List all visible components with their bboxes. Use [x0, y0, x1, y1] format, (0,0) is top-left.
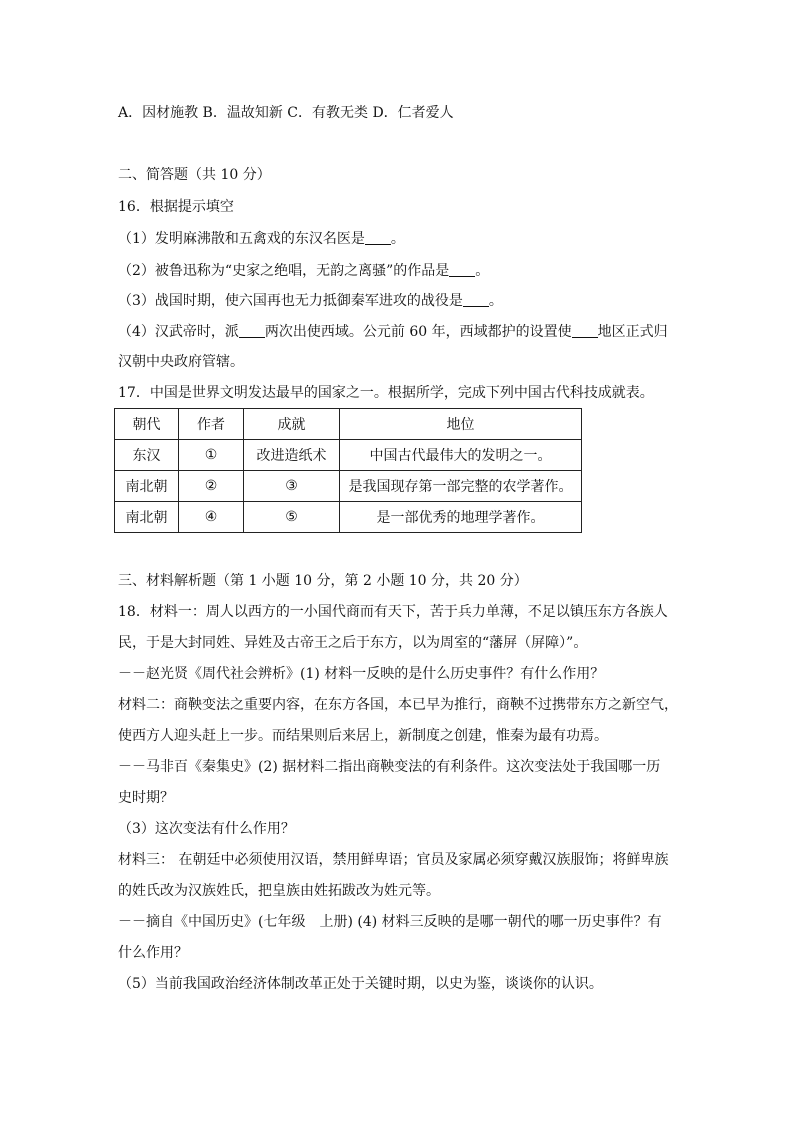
cell-achievement: ⑤ — [244, 502, 340, 533]
section2-heading: 二、简答题（共 10 分） — [118, 167, 271, 183]
cell-dynasty: 南北朝 — [115, 502, 179, 533]
q16-item-3-text: （3）战国时期，使六国再也无力抵御秦军进攻的战役是 — [118, 293, 463, 309]
q16-item-1-text: （1）发明麻沸散和五禽戏的东汉名医是 — [118, 231, 365, 247]
table-header-row — [115, 409, 582, 440]
q16-item-2-end: 。 — [475, 263, 490, 279]
cell-dynasty: 东汉 — [115, 440, 179, 471]
q15-options: A．因材施教 B．温故知新 C．有教无类 D．仁者爱人 — [118, 105, 454, 121]
q16-item-2-text: （2）被鲁迅称为“史家之绝唱，无韵之离骚”的作品是 — [118, 263, 450, 279]
cell-author: ① — [179, 440, 244, 471]
section3-line: －－赵光贤《周代社会辨析》(1) 材料一反映的是什么历史事件？有什么作用？ — [118, 666, 605, 682]
answer-blank — [239, 323, 265, 338]
header-achievement: 成就 — [244, 409, 340, 440]
table-row — [115, 502, 582, 533]
cell-author: ② — [179, 471, 244, 502]
cell-status: 是一部优秀的地理学著作。 — [340, 502, 582, 533]
q17-title: 17．中国是世界文明发达最早的国家之一。根据所学，完成下列中国古代科技成就表。 — [118, 385, 654, 401]
table-row — [115, 471, 582, 502]
section3-line: 的姓氏改为汉族姓氏，把皇族由姓拓跋改为姓元等。 — [118, 883, 440, 899]
section3-line: （5）当前我国政治经济体制改革正处于关键时期，以史为鉴，谈谈你的认识。 — [118, 976, 603, 992]
cell-achievement: 改进造纸术 — [244, 440, 340, 471]
answer-blank — [572, 323, 598, 338]
section3-line: 材料三： 在朝廷中必须使用汉语，禁用鲜卑语；官员及家属必须穿戴汉族服饰；将鲜卑族 — [118, 852, 669, 868]
q16-item-4-part3: 地区正式归 — [597, 324, 668, 340]
section3-line: 什么作用？ — [118, 945, 188, 961]
section3-line: 史时期？ — [118, 790, 174, 806]
section3-line: －－摘自《中国历史》(七年级 上册) (4) 材料三反映的是哪一朝代的哪一历史事件？有 — [118, 914, 662, 930]
tech-achievement-table — [114, 408, 582, 533]
section3-line: 民，于是大封同姓、异姓及古帝王之后于东方，以为周室的“藩屏（屏障）”。 — [118, 635, 588, 651]
q16-item-3 — [118, 291, 503, 311]
section3-line: 材料二：商鞅变法之重要内容，在东方各国，本已早为推行，商鞅不过携带东方之新空气， — [118, 697, 678, 713]
section3-line: （3）这次变法有什么作用？ — [118, 821, 295, 837]
q16-item-4-line2: 汉朝中央政府管辖。 — [118, 354, 244, 370]
q16-title: 16．根据提示填空 — [118, 199, 234, 215]
q16-item-4 — [118, 322, 668, 342]
q16-item-1-end: 。 — [390, 231, 405, 247]
header-status: 地位 — [340, 409, 582, 440]
section3-line: 使西方人迎头赶上一步。而结果则后来居上，新制度之创建，惟秦为最有功焉。 — [118, 728, 608, 744]
q16-item-4-part1: （4）汉武帝时，派 — [118, 324, 239, 340]
section3-line: 18．材料一：周人以西方的一小国代商而有天下，苦于兵力单薄，不足以镇压东方各族人 — [118, 604, 668, 620]
section3-line: －－马非百《秦集史》(2) 据材料二指出商鞅变法的有利条件。这次变法处于我国哪一历 — [118, 759, 661, 775]
answer-blank — [463, 292, 489, 307]
cell-status: 是我国现存第一部完整的农学著作。 — [340, 471, 582, 502]
q16-item-4-part2: 两次出使西域。公元前 60 年，西域都护的设置使 — [264, 324, 572, 340]
cell-status: 中国古代最伟大的发明之一。 — [340, 440, 582, 471]
section3-heading: 三、材料解析题（第 1 小题 10 分，第 2 小题 10 分，共 20 分） — [118, 573, 528, 589]
q16-item-1 — [118, 229, 405, 249]
cell-achievement: ③ — [244, 471, 340, 502]
answer-blank — [365, 230, 391, 245]
cell-dynasty: 南北朝 — [115, 471, 179, 502]
answer-blank — [449, 262, 475, 277]
q16-item-3-end: 。 — [488, 293, 503, 309]
header-dynasty: 朝代 — [115, 409, 179, 440]
table-row — [115, 440, 582, 471]
cell-author: ④ — [179, 502, 244, 533]
q16-item-2 — [118, 261, 489, 281]
header-author: 作者 — [179, 409, 244, 440]
